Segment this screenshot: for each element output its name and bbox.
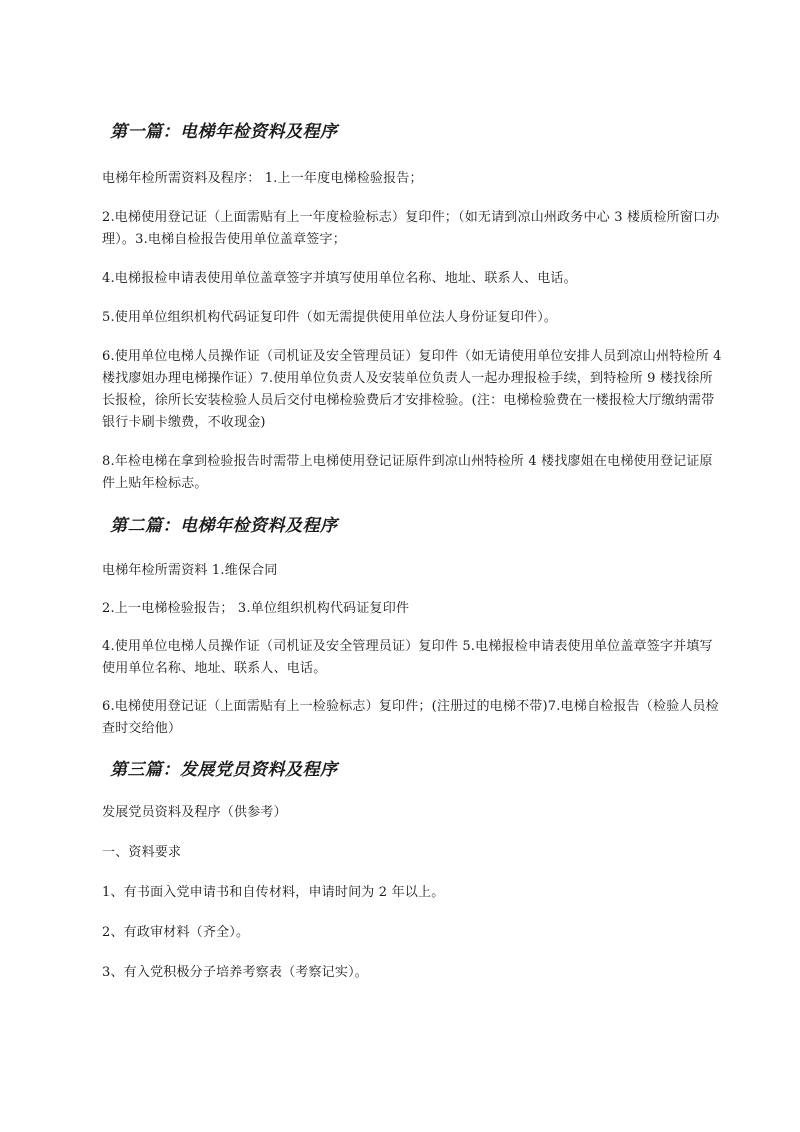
section-3-paragraph-4: 2、有政审材料（齐全）。 [102,925,250,940]
section-2 [102,512,724,740]
section-3-paragraph-3: 1、有书面入党申请书和自传材料，申请时间为 2 年以上。 [102,885,445,900]
section-1-title: 第一篇：电梯年检资料及程序 [110,122,338,142]
section-3 [102,756,724,984]
section-1 [102,118,724,495]
section-1-paragraph-3: 4.电梯报检申请表使用单位盖章签字并填写使用单位名称、地址、联系人、电话。 [102,271,577,286]
section-3-paragraph-5: 3、有入党积极分子培养考察表（考察记实）。 [102,965,368,980]
section-1-paragraph-1: 电梯年检所需资料及程序： 1.上一年度电梯检验报告； [102,171,423,186]
document-body [102,118,724,1002]
section-3-paragraph-1: 发展党员资料及程序（供参考） [102,805,287,820]
section-2-paragraph-4: 6.电梯使用登记证（上面需贴有上一检验标志）复印件；(注册过的电梯不带)7.电梯自检报告（检验人员检查时交给他） [102,699,719,736]
section-1-paragraph-5: 6.使用单位电梯人员操作证（司机证及安全管理员证）复印件（如无请使用单位安排人员到凉山州特检所 4 楼找廖姐办理电梯操作证）7.使用单位负责人及安装单位负责人一起办理报检手续，到特检所 9 楼找徐所长报检，徐所长安装检验人员后交付电梯检验费后才安排检验。(注：电梯检验费在一楼报检大厅缴纳需带银行卡刷卡缴费，不收现金) [102,349,722,430]
section-1-paragraph-4: 5.使用单位组织机构代码证复印件（如无需提供使用单位法人身份证复印件）。 [102,310,558,325]
section-2-paragraph-2: 2.上一电梯检验报告； 3.单位组织机构代码证复印件 [102,601,410,616]
section-1-paragraph-2: 2.电梯使用登记证（上面需贴有上一年度检验标志）复印件；（如无请到凉山州政务中心 3 楼质检所窗口办理）。3.电梯自检报告使用单位盖章签字； [102,210,720,247]
section-3-title: 第三篇：发展党员资料及程序 [110,760,338,780]
section-3-paragraph-2: 一、资料要求 [102,845,182,860]
section-2-paragraph-1: 电梯年检所需资料 1.维保合同 [102,563,278,578]
section-2-title: 第二篇：电梯年检资料及程序 [110,516,338,536]
section-2-paragraph-3: 4.使用单位电梯人员操作证（司机证及安全管理员证）复印件 5.电梯报检申请表使用单位盖章签字并填写使用单位名称、地址、联系人、电话。 [102,639,713,676]
section-1-paragraph-6: 8.年检电梯在拿到检验报告时需带上电梯使用登记证原件到凉山州特检所 4 楼找廖姐在电梯使用登记证原件上贴年检标志。 [102,454,713,491]
